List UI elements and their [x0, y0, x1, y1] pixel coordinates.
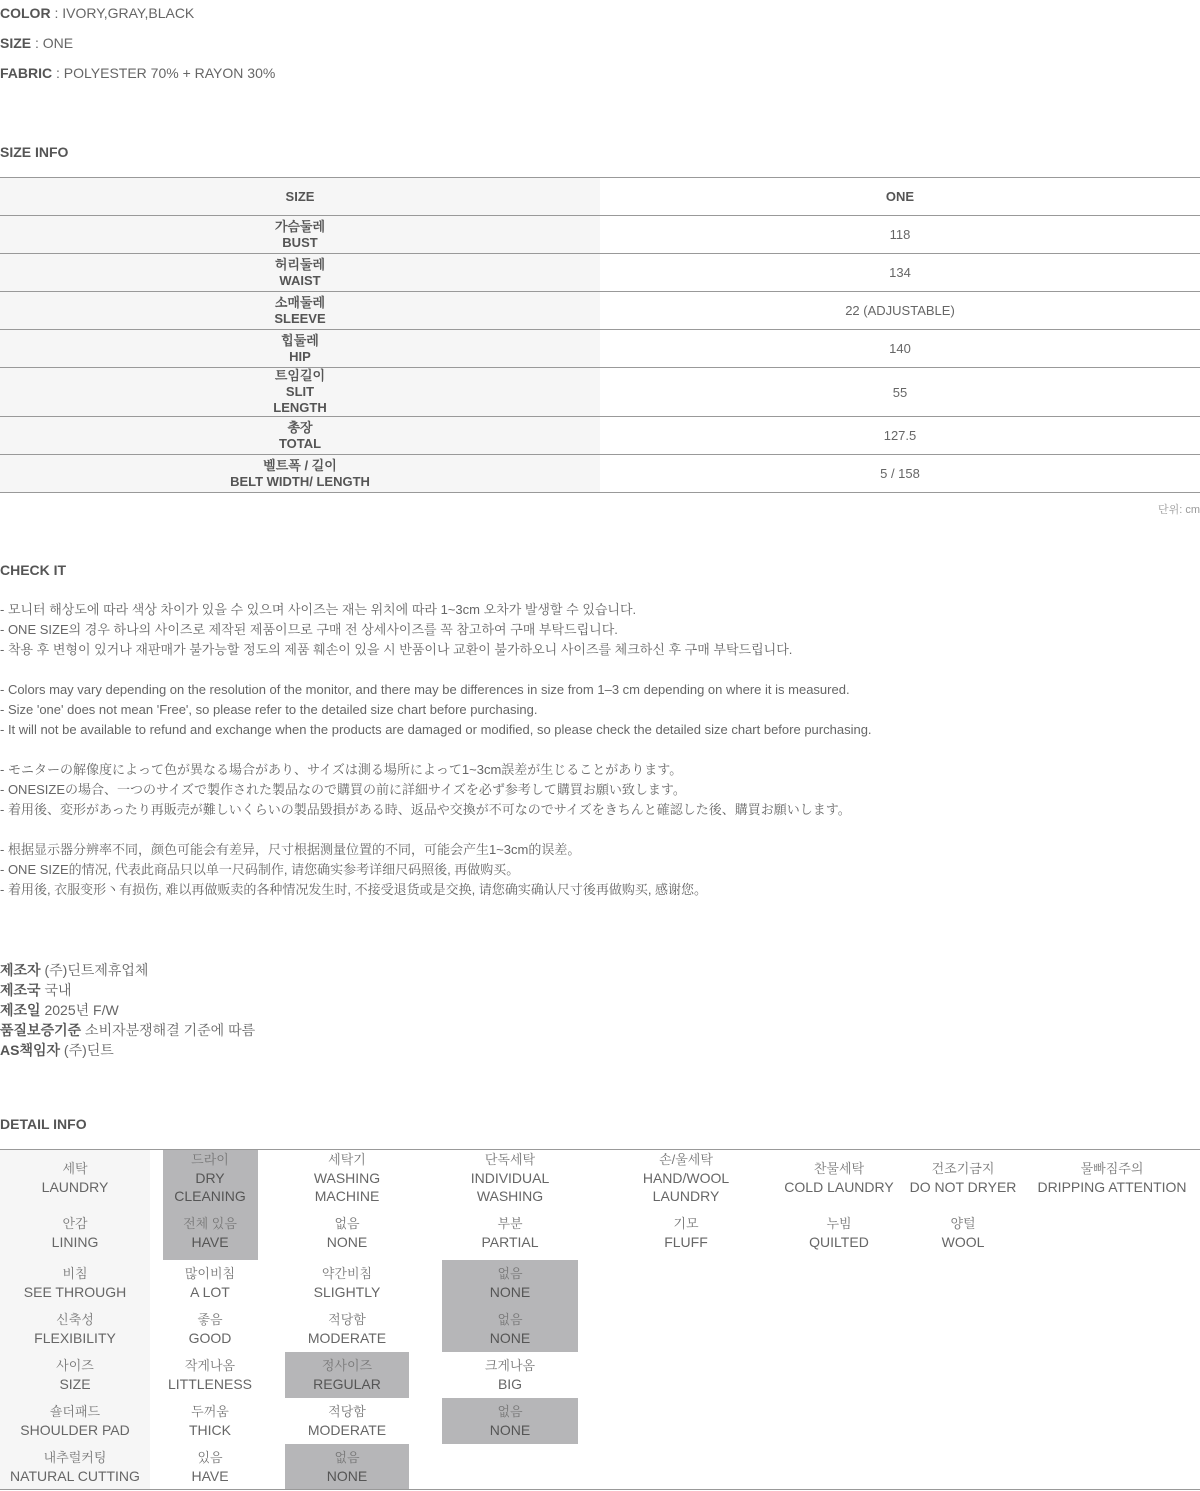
- detail-option-ko: 작게나옴: [184, 1358, 236, 1373]
- detail-option-en: WASHING MACHINE: [313, 1170, 381, 1204]
- maker-line: [0, 1000, 255, 1020]
- size-info-title: SIZE INFO: [0, 144, 69, 160]
- detail-option: [908, 1206, 1018, 1260]
- size-row-label: [0, 330, 600, 367]
- detail-option: [784, 1150, 894, 1206]
- detail-label-ko: 신축성: [56, 1312, 94, 1327]
- detail-option-selected: [285, 1444, 409, 1490]
- detail-option-ko: 약간비침: [321, 1266, 373, 1281]
- detail-option-ko: 없음: [497, 1266, 523, 1281]
- detail-option-en: REGULAR: [313, 1376, 381, 1392]
- detail-option-en: DO NOT DRYER: [909, 1179, 1017, 1195]
- detail-option-selected: [285, 1352, 409, 1398]
- detail-option-en: DRIPPING ATTENTION: [1037, 1179, 1187, 1195]
- maker-label: 제조일: [0, 1002, 41, 1018]
- size-label-ko: 트임길이: [274, 368, 326, 383]
- detail-option-en: NONE: [489, 1422, 531, 1438]
- detail-option-en: NONE: [326, 1234, 368, 1250]
- size-label-en: BUST: [282, 234, 318, 250]
- detail-option-en: QUILTED: [809, 1234, 869, 1250]
- detail-option-en: NONE: [489, 1284, 531, 1300]
- spec-fabric: [0, 65, 275, 81]
- detail-option: [285, 1260, 409, 1306]
- detail-option-en: MODERATE: [307, 1422, 387, 1438]
- detail-option: [163, 1260, 258, 1306]
- size-label-en: HIP: [289, 348, 311, 364]
- detail-option-ko: 단독세탁: [484, 1152, 536, 1167]
- detail-row-label: [0, 1444, 150, 1490]
- detail-option: [163, 1306, 258, 1352]
- size-table: [0, 177, 1200, 493]
- detail-option-en: FLUFF: [664, 1234, 708, 1250]
- size-row-value: 118: [889, 227, 911, 242]
- check-block-ja: [0, 760, 851, 820]
- detail-option-ko: 적당함: [328, 1404, 366, 1419]
- size-row-label: [0, 417, 600, 454]
- size-label-ko: 가슴둘레: [274, 218, 326, 234]
- detail-option: [1037, 1150, 1187, 1206]
- size-label-en: SLEEVE: [274, 310, 326, 326]
- spec-value: : POLYESTER 70% + RAYON 30%: [52, 65, 276, 81]
- maker-label: 제조국: [0, 982, 41, 998]
- maker-line: [0, 1020, 255, 1040]
- detail-info-title: DETAIL INFO: [0, 1116, 87, 1132]
- check-block-en: [0, 680, 872, 740]
- table-row: [0, 330, 1200, 368]
- detail-option-ko: 건조기금지: [931, 1161, 995, 1176]
- detail-label-en: LINING: [51, 1234, 99, 1250]
- spec-size: [0, 35, 73, 51]
- detail-option-en: HAVE: [191, 1234, 229, 1250]
- spec-label: COLOR: [0, 5, 51, 21]
- check-line: - It will not be available to refund and exchange when the products are damaged or modified, so please check the detailed size chart before purchasing.: [0, 722, 872, 737]
- detail-option-en: PARTIAL: [481, 1234, 539, 1250]
- table-row: [0, 216, 1200, 254]
- detail-option-ko: 크게나옴: [484, 1358, 536, 1373]
- detail-option: [442, 1206, 578, 1260]
- detail-label-ko: 비침: [62, 1266, 88, 1281]
- size-label-ko: 벨트폭 / 길이: [263, 457, 337, 473]
- detail-label-en: SEE THROUGH: [23, 1284, 127, 1300]
- maker-value: 2025년 F/W: [40, 1002, 119, 1018]
- maker-label: 품질보증기준: [0, 1022, 82, 1038]
- table-row: [0, 455, 1200, 493]
- detail-option-en: SLIGHTLY: [313, 1284, 381, 1300]
- size-row-value: 134: [889, 265, 911, 280]
- spec-value: : ONE: [31, 35, 74, 51]
- check-line: - ONE SIZE의 경우 하나의 사이즈로 제작된 제품이므로 구매 전 상세사이즈를 꼭 참고하여 구매 부탁드립니다.: [0, 622, 618, 637]
- detail-option: [163, 1352, 258, 1398]
- detail-option-en: BIG: [497, 1376, 523, 1392]
- check-line: - 着用後、変形があったり再販売が難しいくらいの製品毀損がある時、返品や交換が不可なのでサイズをきちんと確認した後、購買お願いします。: [0, 802, 851, 817]
- detail-label-en: SIZE: [59, 1376, 91, 1392]
- detail-option: [908, 1150, 1018, 1206]
- detail-option-ko: 양털: [950, 1216, 976, 1231]
- detail-table-bottom-border: [0, 1489, 1200, 1490]
- size-header-label: SIZE: [0, 178, 600, 215]
- detail-option: [285, 1150, 409, 1206]
- maker-line: [0, 960, 255, 980]
- detail-option-ko: 없음: [334, 1216, 360, 1231]
- maker-label: 제조자: [0, 962, 41, 978]
- size-label-ko: 총장: [287, 419, 313, 435]
- detail-label-en: FLEXIBILITY: [34, 1330, 116, 1346]
- detail-option-ko: 누빔: [826, 1216, 852, 1231]
- detail-row-label: [0, 1306, 150, 1352]
- size-row-value: 127.5: [883, 428, 917, 443]
- detail-row-label: [0, 1352, 150, 1398]
- size-row-label: [0, 368, 600, 416]
- detail-row-label: [0, 1398, 150, 1444]
- check-line: - ONESIZEの場合、一つのサイズで製作された製品なので購買の前に詳細サイズを必ず参考して購買お願い致します。: [0, 782, 686, 797]
- maker-value: (주)딘트: [60, 1042, 114, 1058]
- size-row-value: 55: [892, 384, 908, 400]
- check-line: - ONE SIZE的情况, 代表此商品只以单一尺码制作, 请您确实参考详细尺码照後, 再做购买。: [0, 862, 520, 877]
- size-label-ko: 허리둘레: [274, 256, 326, 272]
- detail-option-ko: 좋음: [197, 1312, 223, 1327]
- detail-option-ko: 찬물세탁: [813, 1161, 865, 1176]
- detail-option: [442, 1150, 578, 1206]
- detail-option-ko: 기모: [673, 1216, 699, 1231]
- detail-label-en: LAUNDRY: [41, 1179, 109, 1195]
- detail-option-en2: CLEANING: [174, 1188, 246, 1204]
- detail-option-ko: 물빠짐주의: [1080, 1161, 1144, 1176]
- spec-label: FABRIC: [0, 65, 53, 81]
- detail-option-en: NONE: [489, 1330, 531, 1346]
- detail-label-ko: 안감: [62, 1216, 88, 1231]
- detail-label-ko: 세탁: [62, 1161, 88, 1176]
- detail-option-selected: [442, 1306, 578, 1352]
- detail-option-ko: 있음: [197, 1450, 223, 1465]
- size-label-ko: 소매둘레: [274, 294, 326, 310]
- size-label-en: SLIT: [285, 384, 315, 399]
- spec-label: SIZE: [0, 35, 32, 51]
- detail-option-en: COLD LAUNDRY: [784, 1179, 894, 1195]
- spec-value: : IVORY,GRAY,BLACK: [50, 5, 195, 21]
- detail-label-ko: 사이즈: [56, 1358, 94, 1373]
- detail-option: [611, 1150, 761, 1206]
- detail-option-en: MODERATE: [307, 1330, 387, 1346]
- check-line: - モニターの解像度によって色が異なる場合があり、サイズは測る場所によって1~3cm誤差が生じることがあります。: [0, 762, 683, 777]
- maker-value: (주)딘트제휴업체: [40, 962, 149, 978]
- detail-option-ko: 없음: [334, 1450, 360, 1465]
- detail-option-ko: 두꺼움: [191, 1404, 229, 1419]
- detail-option: [285, 1398, 409, 1444]
- size-label-en2: LENGTH: [273, 400, 327, 415]
- table-row: [0, 417, 1200, 455]
- size-row-label: [0, 254, 600, 291]
- detail-option: [163, 1398, 258, 1444]
- detail-option-selected: [442, 1398, 578, 1444]
- table-row: [0, 368, 1200, 417]
- check-block-zh: [0, 840, 707, 900]
- detail-row-label: [0, 1206, 150, 1260]
- detail-option-ko: 부분: [497, 1216, 523, 1231]
- detail-row-label: [0, 1150, 150, 1206]
- check-line: - Colors may vary depending on the resolution of the monitor, and there may be differences in size from 1–3 cm depending on where it is measured.: [0, 682, 850, 697]
- size-row-label: [0, 455, 600, 492]
- detail-row-label: [0, 1260, 150, 1306]
- check-line: - 모니터 해상도에 따라 색상 차이가 있을 수 있으며 사이즈는 재는 위치에 따라 1~3cm 오차가 발생할 수 있습니다.: [0, 602, 637, 617]
- check-it-title: CHECK IT: [0, 562, 67, 578]
- detail-label-en: NATURAL CUTTING: [10, 1468, 140, 1484]
- check-line: - 착용 후 변형이 있거나 재판매가 불가능할 정도의 제품 훼손이 있을 시 반품이나 교환이 불가하오니 사이즈를 체크하신 후 구매 부탁드립니다.: [0, 642, 793, 657]
- detail-option-en: INDIVIDUAL WASHING: [470, 1170, 550, 1204]
- size-row-value: 5 / 158: [880, 466, 920, 481]
- size-label-en: TOTAL: [278, 435, 322, 451]
- detail-option-selected: [163, 1206, 258, 1260]
- detail-option-ko: 전체 있음: [183, 1216, 237, 1231]
- size-row-value: 140: [889, 341, 911, 356]
- detail-option-en: A LOT: [190, 1284, 230, 1300]
- size-label-en: BELT WIDTH/ LENGTH: [230, 473, 370, 489]
- size-label-en: WAIST: [279, 272, 321, 288]
- size-row-label: [0, 216, 600, 253]
- detail-option-ko: 많이비침: [184, 1266, 236, 1281]
- size-table-header: [0, 178, 1200, 216]
- unit-note: 단위: cm: [1157, 504, 1200, 516]
- detail-option-en: DRY: [195, 1170, 225, 1186]
- detail-option-en: HAVE: [191, 1468, 229, 1484]
- size-row-label: [0, 292, 600, 329]
- detail-option-ko: 손/울세탁: [659, 1152, 713, 1167]
- detail-option-en: HAND/WOOL LAUNDRY: [642, 1170, 730, 1204]
- detail-label-ko: 내추럴커팅: [43, 1450, 107, 1465]
- detail-option: [285, 1206, 409, 1260]
- detail-option-en: GOOD: [188, 1330, 232, 1346]
- detail-option-en: NONE: [326, 1468, 368, 1484]
- maker-value: 소비자분쟁해결 기준에 따름: [81, 1022, 256, 1038]
- maker-info: [0, 960, 255, 1060]
- check-line: - 着用後, 衣服变形丶有损伤, 难以再做贩卖的各种情况发生时, 不接受退货或是交换, 请您确实确认尺寸後再做购买, 感谢您。: [0, 882, 708, 897]
- detail-option-en: THICK: [189, 1422, 231, 1438]
- table-row: [0, 292, 1200, 330]
- table-row: [0, 254, 1200, 292]
- detail-option: [163, 1444, 258, 1490]
- detail-option-ko: 세탁기: [328, 1152, 366, 1167]
- maker-label: AS책임자: [0, 1042, 61, 1058]
- detail-option-ko: 정사이즈: [321, 1358, 373, 1373]
- size-label-ko: 힙둘레: [281, 332, 319, 348]
- detail-option: [784, 1206, 894, 1260]
- detail-option: [611, 1206, 761, 1260]
- detail-option-ko: 없음: [497, 1312, 523, 1327]
- detail-option-en: LITTLENESS: [167, 1376, 253, 1392]
- detail-option-ko: 드라이: [191, 1152, 229, 1167]
- detail-label-en: SHOULDER PAD: [20, 1422, 130, 1438]
- detail-label-ko: 숄더패드: [49, 1404, 101, 1419]
- detail-option-en: WOOL: [941, 1234, 985, 1250]
- check-block-ko: [0, 600, 792, 660]
- detail-option-ko: 적당함: [328, 1312, 366, 1327]
- size-header-value: ONE: [885, 189, 915, 204]
- maker-line: [0, 1040, 255, 1060]
- size-row-value: 22 (ADJUSTABLE): [845, 303, 955, 318]
- maker-value: 국내: [40, 982, 72, 998]
- spec-color: [0, 5, 194, 21]
- detail-option: [442, 1352, 578, 1398]
- detail-option-ko: 없음: [497, 1404, 523, 1419]
- detail-option-selected: [442, 1260, 578, 1306]
- detail-option: [285, 1306, 409, 1352]
- maker-line: [0, 980, 255, 1000]
- check-line: - Size 'one' does not mean 'Free', so please refer to the detailed size chart before purchasing.: [0, 702, 538, 717]
- detail-option-selected: [163, 1150, 258, 1206]
- check-line: - 根据显示器分辨率不同，颜色可能会有差异，尺寸根据测量位置的不同，可能会产生1~3cm的误差。: [0, 842, 581, 857]
